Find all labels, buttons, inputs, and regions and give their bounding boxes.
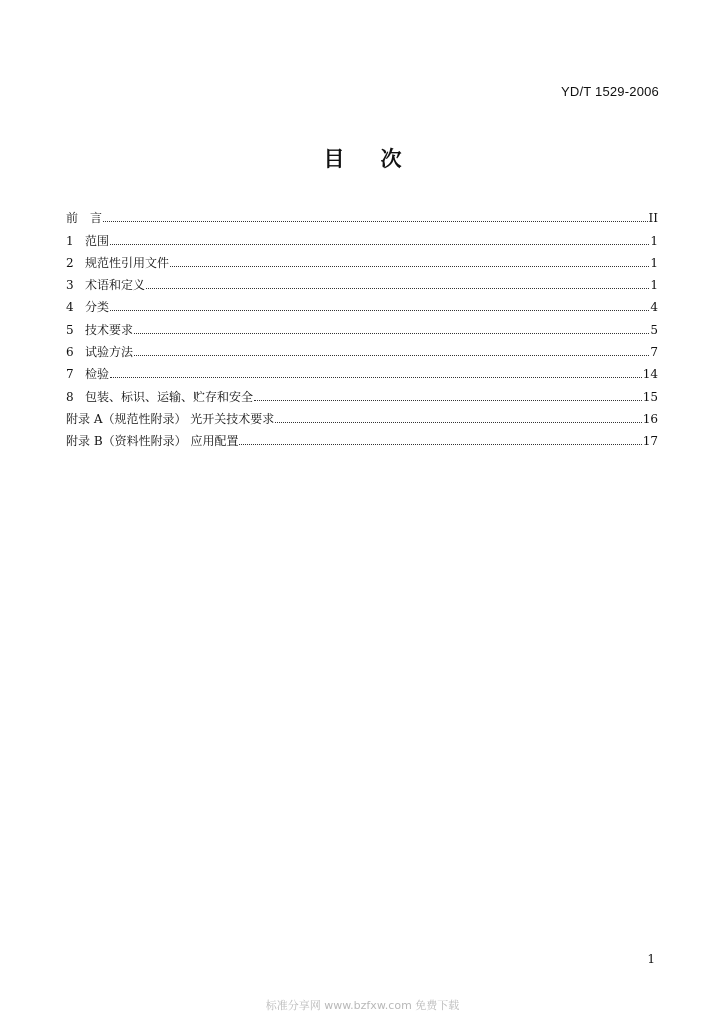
toc-leader-dots [275, 421, 641, 423]
toc-entry-number: 7 [66, 367, 74, 382]
toc-entry-7[interactable] [66, 360, 658, 382]
toc-entry-label: 术语和定义 [85, 278, 146, 293]
toc-entry-8[interactable] [66, 382, 658, 404]
toc-entry-page: 1 [650, 255, 658, 270]
toc-entry-label: 包装、标识、运输、贮存和安全 [85, 389, 254, 404]
toc-entry-number: 2 [66, 255, 74, 270]
toc-leader-dots [239, 443, 641, 445]
toc-entry-4[interactable] [66, 293, 658, 315]
toc-entry-page: 1 [650, 278, 658, 293]
toc-entry-label: 范围 [85, 233, 110, 248]
toc-entry-page: 17 [642, 434, 658, 449]
toc-entry-page: 15 [642, 389, 658, 404]
toc-entry-number: 1 [66, 233, 74, 248]
table-of-contents [66, 204, 658, 449]
toc-entry-number: 6 [66, 345, 74, 360]
toc-entry-number: 3 [66, 278, 74, 293]
toc-entry-label: 试验方法 [85, 345, 134, 360]
toc-entry-page: 1 [650, 233, 658, 248]
toc-entry-page: 14 [642, 367, 658, 382]
toc-entry-number: 5 [66, 322, 74, 337]
toc-leader-dots [146, 287, 649, 289]
toc-entry-2[interactable] [66, 249, 658, 271]
toc-entry-page: II [648, 211, 658, 226]
toc-entry-6[interactable] [66, 338, 658, 360]
toc-entry-label: 前 言 [66, 211, 103, 226]
toc-entry-number: 4 [66, 300, 74, 315]
page-number: 1 [647, 952, 655, 966]
title-char-1: 目 [323, 147, 345, 171]
toc-entry-label: 规范性引用文件 [85, 255, 170, 270]
toc-leader-dots [110, 243, 649, 245]
title-char-2: 次 [380, 147, 402, 171]
toc-leader-dots [134, 332, 649, 334]
toc-entry-label: 分类 [85, 300, 110, 315]
toc-entry-number: 8 [66, 389, 74, 404]
toc-entry-foreword[interactable] [66, 204, 658, 226]
standard-code: YD/T 1529-2006 [561, 84, 659, 99]
toc-entry-label: 技术要求 [85, 322, 134, 337]
toc-entry-appendix-a[interactable] [66, 405, 658, 427]
toc-entry-page: 7 [650, 345, 658, 360]
page-title [0, 143, 725, 173]
toc-entry-page: 5 [650, 322, 658, 337]
toc-entry-1[interactable] [66, 226, 658, 248]
toc-entry-label: 附录 A（规范性附录） 光开关技术要求 [66, 411, 275, 426]
toc-entry-appendix-b[interactable] [66, 427, 658, 449]
toc-leader-dots [103, 220, 648, 222]
toc-entry-3[interactable] [66, 271, 658, 293]
toc-leader-dots [254, 399, 642, 401]
toc-leader-dots [170, 265, 649, 267]
toc-leader-dots [110, 376, 642, 378]
toc-leader-dots [110, 309, 649, 311]
watermark: 标准分享网 www.bzfxw.com 免费下载 [265, 999, 460, 1012]
toc-entry-label: 检验 [85, 367, 110, 382]
toc-leader-dots [134, 354, 649, 356]
toc-entry-page: 4 [650, 300, 658, 315]
toc-entry-page: 16 [642, 411, 658, 426]
toc-entry-label: 附录 B（资料性附录） 应用配置 [66, 434, 239, 449]
toc-entry-5[interactable] [66, 315, 658, 337]
